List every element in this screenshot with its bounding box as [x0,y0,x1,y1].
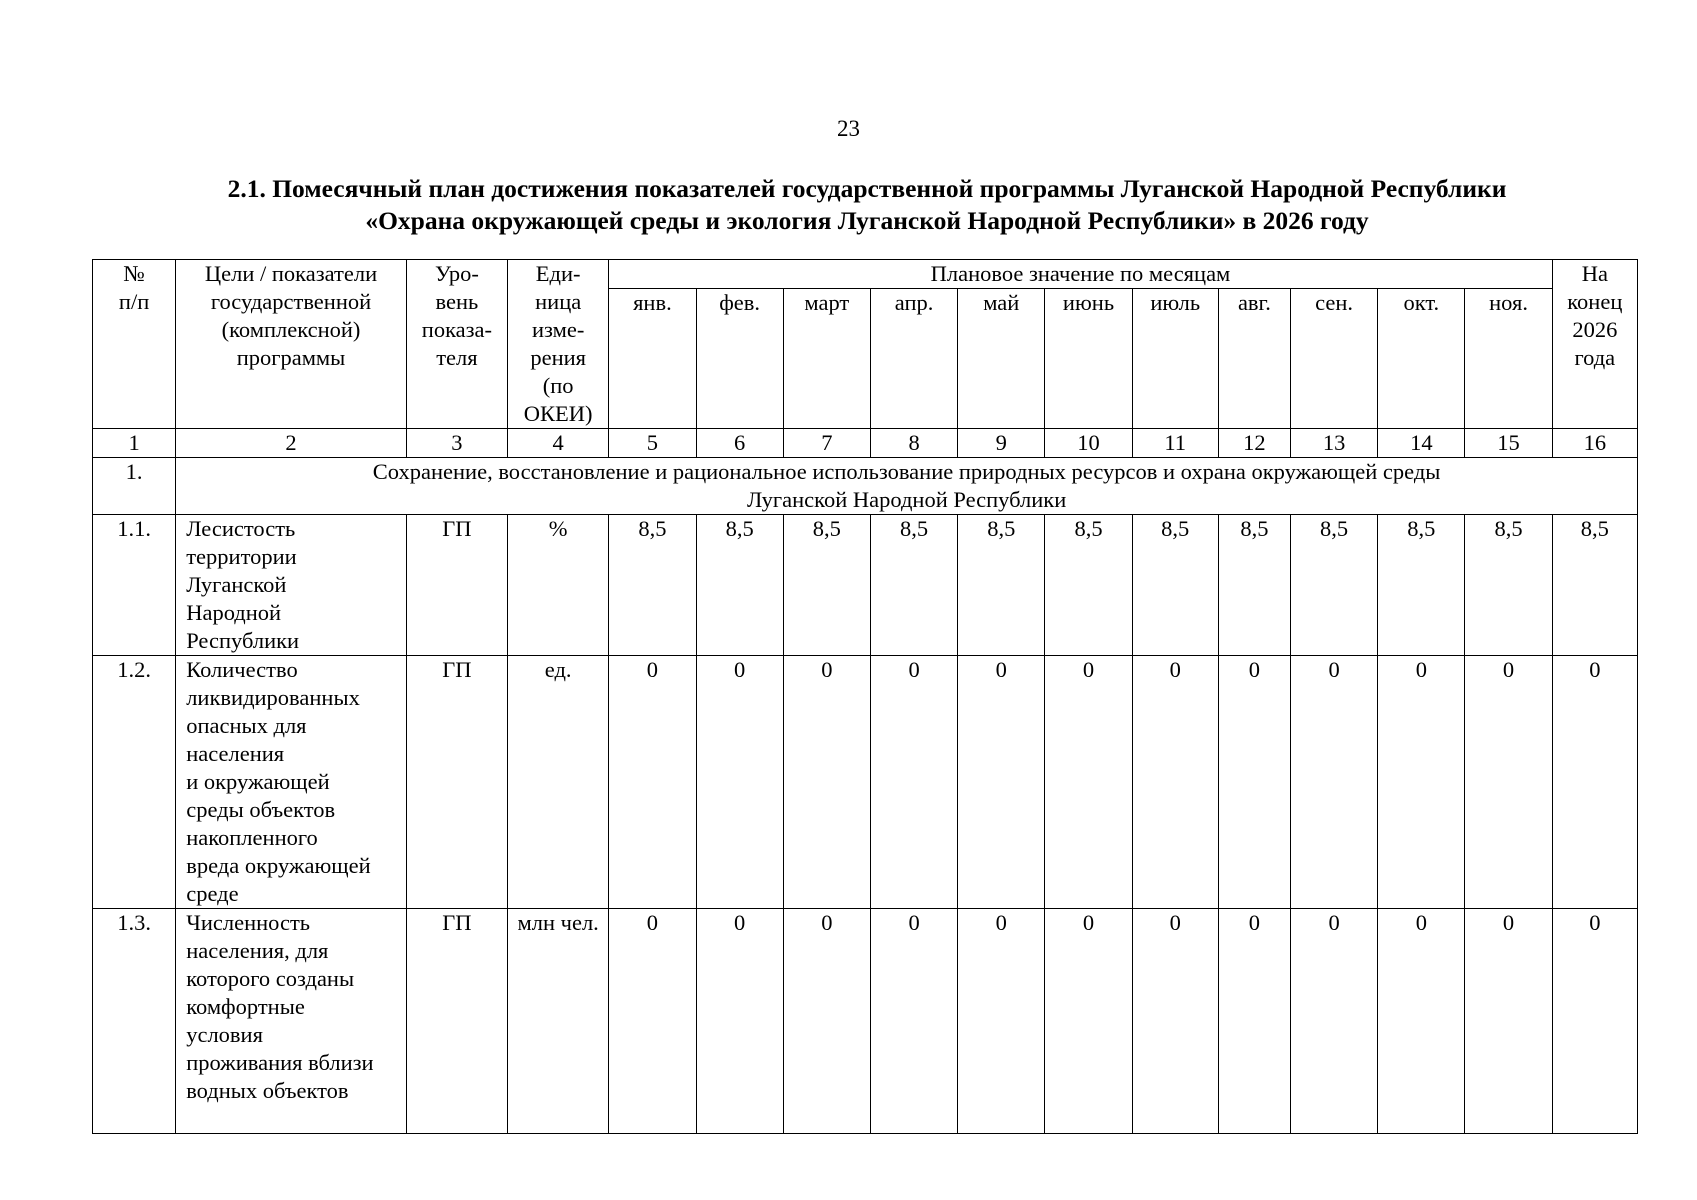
section-row [93,458,1638,515]
column-number: 6 [696,429,783,458]
month-value: 0 [1291,909,1378,1134]
header-month: окт. [1378,289,1465,429]
column-number: 13 [1291,429,1378,458]
indicator-level: ГП [406,656,507,909]
indicator-unit: % [508,515,609,656]
month-value: 0 [1378,656,1465,909]
indicator-level: ГП [406,909,507,1134]
month-value: 0 [958,656,1045,909]
year-end-value: 0 [1552,656,1637,909]
month-value: 0 [1132,909,1218,1134]
row-number: 1.1. [93,515,176,656]
header-goal: Цели / показатели государственной (комплексной) программы [176,260,407,429]
table-row [93,909,1638,1134]
column-number: 12 [1218,429,1290,458]
month-value: 0 [1045,656,1132,909]
column-number: 4 [508,429,609,458]
month-value: 8,5 [783,515,870,656]
month-value: 0 [1218,656,1290,909]
column-number: 9 [958,429,1045,458]
header-month: май [958,289,1045,429]
header-month: янв. [609,289,696,429]
indicator-unit: ед. [508,656,609,909]
month-value: 0 [609,656,696,909]
header-planned-values: Плановое значение по месяцам [609,260,1552,289]
column-number: 7 [783,429,870,458]
month-value: 8,5 [696,515,783,656]
header-level: Уро- вень показа- теля [406,260,507,429]
month-value: 8,5 [870,515,957,656]
indicator-name: Лесистость территории Луганской Народной Республики [176,515,407,656]
month-value: 0 [1045,909,1132,1134]
column-number: 2 [176,429,407,458]
month-value: 0 [783,909,870,1134]
column-number-row [93,429,1638,458]
month-value: 8,5 [609,515,696,656]
month-value: 0 [1218,909,1290,1134]
header-row [93,260,1638,289]
month-value: 8,5 [1218,515,1290,656]
indicator-level: ГП [406,515,507,656]
header-month: ноя. [1465,289,1552,429]
section-title: Сохранение, восстановление и рациональное использование природных ресурсов и охрана окружающей среды Луганской Народной Республики [176,458,1638,515]
month-value: 0 [958,909,1045,1134]
column-number: 3 [406,429,507,458]
title-line-2: «Охрана окружающей среды и экология Луганской Народной Республики» в 2026 году [365,206,1369,235]
year-end-value: 8,5 [1552,515,1637,656]
month-value: 0 [870,909,957,1134]
column-number: 15 [1465,429,1552,458]
table-row [93,656,1638,909]
header-unit: Еди- ница изме- рения (по ОКЕИ) [508,260,609,429]
section-number: 1. [93,458,176,515]
month-value: 0 [1465,909,1552,1134]
row-number: 1.2. [93,656,176,909]
month-value: 0 [1465,656,1552,909]
header-month: июнь [1045,289,1132,429]
title-line-1: 2.1. Помесячный план достижения показателей государственной программы Луганской Народной Республики [227,174,1507,203]
year-end-value: 0 [1552,909,1637,1134]
month-value: 0 [783,656,870,909]
month-value: 8,5 [1291,515,1378,656]
month-value: 0 [696,909,783,1134]
header-month: авг. [1218,289,1290,429]
month-value: 0 [696,656,783,909]
indicator-unit: млн чел. [508,909,609,1134]
month-value: 8,5 [1465,515,1552,656]
month-value: 8,5 [1045,515,1132,656]
column-number: 5 [609,429,696,458]
header-month: апр. [870,289,957,429]
column-number: 14 [1378,429,1465,458]
monthly-plan-table [92,259,1638,1134]
indicator-name: Численность населения, для которого созданы комфортные условия проживания вблизи водных объектов [176,909,407,1134]
column-number: 8 [870,429,957,458]
month-value: 0 [609,909,696,1134]
indicator-name: Количество ликвидированных опасных для населения и окружающей среды объектов накопленного вреда окружающей среде [176,656,407,909]
header-num: № п/п [93,260,176,429]
month-value: 0 [1132,656,1218,909]
page-number: 23 [837,116,860,141]
month-value: 0 [1378,909,1465,1134]
month-value: 8,5 [1378,515,1465,656]
column-number: 1 [93,429,176,458]
document-title [92,173,1642,237]
header-year-end: На конец 2026 года [1552,260,1637,429]
column-number: 10 [1045,429,1132,458]
column-number: 11 [1132,429,1218,458]
table-row [93,515,1638,656]
row-number: 1.3. [93,909,176,1134]
month-value: 0 [870,656,957,909]
month-value: 0 [1291,656,1378,909]
month-value: 8,5 [958,515,1045,656]
header-month: сен. [1291,289,1378,429]
header-month: июль [1132,289,1218,429]
column-number: 16 [1552,429,1637,458]
header-month: фев. [696,289,783,429]
header-month: март [783,289,870,429]
month-value: 8,5 [1132,515,1218,656]
